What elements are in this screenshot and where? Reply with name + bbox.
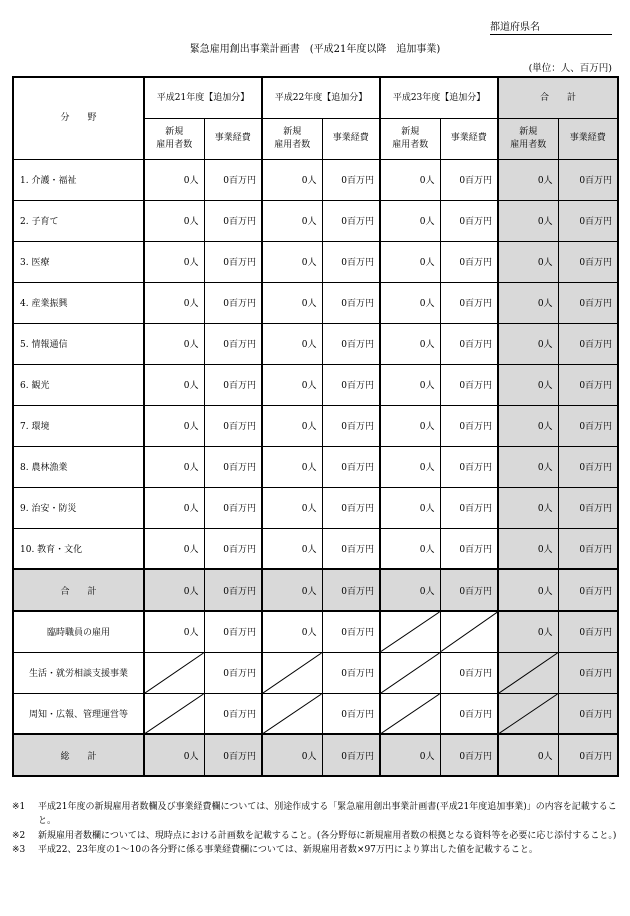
grand-total-cell: 0人 xyxy=(498,734,558,776)
value-cell: 0百万円 xyxy=(440,282,498,323)
grand-total-cell: 0百万円 xyxy=(204,734,262,776)
value-cell: 0人 xyxy=(144,159,204,200)
value-cell: 0人 xyxy=(380,487,440,528)
subtotal-cell: 0百万円 xyxy=(558,569,618,611)
header-new-hires: 新規 雇用者数 xyxy=(144,118,204,159)
note-3: ※3 平成22、23年度の1～10の各分野に係る事業経費欄については、新規雇用者数×97万円により算出した値を記載すること。 xyxy=(12,845,538,856)
value-cell: 0百万円 xyxy=(322,282,380,323)
value-cell: 0人 xyxy=(262,282,322,323)
value-cell: 0百万円 xyxy=(558,323,618,364)
header-new-hires: 新規 雇用者数 xyxy=(498,118,558,159)
field-label: 7. 環境 xyxy=(13,405,144,446)
plan-table xyxy=(12,76,619,777)
grand-total-cell: 0人 xyxy=(380,734,440,776)
value-cell: 0百万円 xyxy=(322,446,380,487)
value-cell: 0人 xyxy=(262,159,322,200)
value-cell: 0百万円 xyxy=(204,364,262,405)
subtotal-cell: 0人 xyxy=(380,569,440,611)
extra-cell: 0百万円 xyxy=(440,652,498,693)
extra-cell: 0百万円 xyxy=(204,693,262,734)
value-cell: 0百万円 xyxy=(322,200,380,241)
not-applicable-cell xyxy=(144,652,204,693)
value-cell: 0人 xyxy=(144,405,204,446)
document-title: 緊急雇用創出事業計画書 (平成21年度以降 追加事業) xyxy=(189,44,441,55)
prefecture-name-field: 都道府県名 xyxy=(490,18,612,35)
field-label: 2. 子育て xyxy=(13,200,144,241)
value-cell: 0人 xyxy=(380,241,440,282)
not-applicable-cell xyxy=(380,611,440,652)
notes xyxy=(12,800,624,858)
value-cell: 0人 xyxy=(380,446,440,487)
value-cell: 0人 xyxy=(498,405,558,446)
header-h22: 平成22年度【追加分】 xyxy=(262,77,380,118)
field-label: 4. 産業振興 xyxy=(13,282,144,323)
note-2: ※2 新規雇用者数欄については、現時点における計画数を記載すること。(各分野毎に新規雇用者数の根拠となる資料等を必要に応じ添付すること。) xyxy=(12,830,617,841)
table-row xyxy=(13,487,618,528)
extra-cell: 0人 xyxy=(262,611,322,652)
note-1: ※1 平成21年度の新規雇用者数欄及び事業経費欄については、別途作成する「緊急雇用創出事業計画書(平成21年度追加事業)」の内容を記載すること。 xyxy=(12,802,617,827)
table-row xyxy=(13,200,618,241)
value-cell: 0百万円 xyxy=(440,364,498,405)
value-cell: 0人 xyxy=(144,487,204,528)
table-row xyxy=(13,405,618,446)
value-cell: 0人 xyxy=(262,487,322,528)
header-total: 合 計 xyxy=(498,77,618,118)
unit-label: (単位：人、百万円) xyxy=(528,63,612,74)
value-cell: 0百万円 xyxy=(440,405,498,446)
header-cost: 事業経費 xyxy=(558,118,618,159)
grand-total-cell: 0百万円 xyxy=(322,734,380,776)
value-cell: 0百万円 xyxy=(204,323,262,364)
value-cell: 0人 xyxy=(262,405,322,446)
subtotal-cell: 0百万円 xyxy=(322,569,380,611)
field-label: 8. 農林漁業 xyxy=(13,446,144,487)
subtotal-cell: 0百万円 xyxy=(440,569,498,611)
value-cell: 0百万円 xyxy=(558,200,618,241)
value-cell: 0百万円 xyxy=(558,364,618,405)
value-cell: 0人 xyxy=(144,528,204,569)
value-cell: 0人 xyxy=(380,405,440,446)
value-cell: 0人 xyxy=(380,159,440,200)
value-cell: 0人 xyxy=(498,364,558,405)
value-cell: 0百万円 xyxy=(440,446,498,487)
not-applicable-cell xyxy=(498,693,558,734)
header-h23: 平成23年度【追加分】 xyxy=(380,77,498,118)
value-cell: 0人 xyxy=(380,282,440,323)
value-cell: 0人 xyxy=(380,364,440,405)
subtotal-cell: 0百万円 xyxy=(204,569,262,611)
value-cell: 0百万円 xyxy=(558,282,618,323)
value-cell: 0百万円 xyxy=(322,405,380,446)
table-row xyxy=(13,159,618,200)
field-label: 9. 治安・防災 xyxy=(13,487,144,528)
field-label: 1. 介護・福祉 xyxy=(13,159,144,200)
value-cell: 0人 xyxy=(262,323,322,364)
value-cell: 0人 xyxy=(144,364,204,405)
value-cell: 0人 xyxy=(498,241,558,282)
not-applicable-cell xyxy=(144,693,204,734)
field-label: 3. 医療 xyxy=(13,241,144,282)
value-cell: 0人 xyxy=(144,241,204,282)
extra-cell: 0百万円 xyxy=(204,611,262,652)
grand-total-cell: 0百万円 xyxy=(558,734,618,776)
extra-label-temporary-staff: 臨時職員の雇用 xyxy=(13,611,144,652)
field-label: 5. 情報通信 xyxy=(13,323,144,364)
value-cell: 0人 xyxy=(262,528,322,569)
value-cell: 0百万円 xyxy=(204,487,262,528)
value-cell: 0人 xyxy=(498,487,558,528)
table-row xyxy=(13,446,618,487)
value-cell: 0百万円 xyxy=(558,528,618,569)
subtotal-label: 合 計 xyxy=(13,569,144,611)
value-cell: 0人 xyxy=(144,200,204,241)
table-row xyxy=(13,323,618,364)
field-label: 6. 観光 xyxy=(13,364,144,405)
value-cell: 0百万円 xyxy=(558,446,618,487)
not-applicable-cell xyxy=(440,611,498,652)
value-cell: 0人 xyxy=(144,446,204,487)
value-cell: 0百万円 xyxy=(440,323,498,364)
value-cell: 0百万円 xyxy=(204,528,262,569)
table-row xyxy=(13,282,618,323)
extra-label-consultation: 生活・就労相談支援事業 xyxy=(13,652,144,693)
value-cell: 0人 xyxy=(498,282,558,323)
extra-cell: 0百万円 xyxy=(558,611,618,652)
extra-cell: 0百万円 xyxy=(440,693,498,734)
header-h21: 平成21年度【追加分】 xyxy=(144,77,262,118)
value-cell: 0人 xyxy=(498,200,558,241)
value-cell: 0百万円 xyxy=(204,282,262,323)
value-cell: 0百万円 xyxy=(204,446,262,487)
value-cell: 0人 xyxy=(380,528,440,569)
header-cost: 事業経費 xyxy=(204,118,262,159)
grand-total-label: 総 計 xyxy=(13,734,144,776)
value-cell: 0百万円 xyxy=(558,405,618,446)
value-cell: 0人 xyxy=(380,200,440,241)
not-applicable-cell xyxy=(498,652,558,693)
not-applicable-cell xyxy=(262,652,322,693)
extra-cell: 0百万円 xyxy=(204,652,262,693)
value-cell: 0百万円 xyxy=(440,487,498,528)
extra-cell: 0百万円 xyxy=(322,611,380,652)
value-cell: 0百万円 xyxy=(558,241,618,282)
extra-cell: 0百万円 xyxy=(558,652,618,693)
value-cell: 0百万円 xyxy=(440,159,498,200)
value-cell: 0百万円 xyxy=(558,159,618,200)
header-new-hires: 新規 雇用者数 xyxy=(380,118,440,159)
grand-total-cell: 0百万円 xyxy=(440,734,498,776)
subtotal-cell: 0人 xyxy=(262,569,322,611)
grand-total-cell: 0人 xyxy=(144,734,204,776)
not-applicable-cell xyxy=(262,693,322,734)
extra-cell: 0人 xyxy=(144,611,204,652)
header-cost: 事業経費 xyxy=(440,118,498,159)
extra-cell: 0百万円 xyxy=(322,693,380,734)
value-cell: 0人 xyxy=(498,323,558,364)
value-cell: 0人 xyxy=(380,323,440,364)
value-cell: 0百万円 xyxy=(322,364,380,405)
field-label: 10. 教育・文化 xyxy=(13,528,144,569)
subtotal-cell: 0人 xyxy=(498,569,558,611)
value-cell: 0人 xyxy=(262,241,322,282)
grand-total-cell: 0人 xyxy=(262,734,322,776)
value-cell: 0百万円 xyxy=(440,528,498,569)
value-cell: 0百万円 xyxy=(204,241,262,282)
value-cell: 0百万円 xyxy=(322,241,380,282)
value-cell: 0人 xyxy=(262,364,322,405)
value-cell: 0百万円 xyxy=(322,159,380,200)
value-cell: 0百万円 xyxy=(204,159,262,200)
header-field: 分 野 xyxy=(13,77,144,159)
table-row xyxy=(13,528,618,569)
header-new-hires: 新規 雇用者数 xyxy=(262,118,322,159)
value-cell: 0百万円 xyxy=(440,241,498,282)
table-row xyxy=(13,364,618,405)
extra-cell: 0百万円 xyxy=(558,693,618,734)
value-cell: 0百万円 xyxy=(322,487,380,528)
header-cost: 事業経費 xyxy=(322,118,380,159)
table-row xyxy=(13,241,618,282)
value-cell: 0人 xyxy=(144,323,204,364)
value-cell: 0百万円 xyxy=(322,528,380,569)
value-cell: 0人 xyxy=(262,446,322,487)
value-cell: 0人 xyxy=(498,159,558,200)
extra-label-publicity: 周知・広報、管理運営等 xyxy=(13,693,144,734)
extra-cell: 0人 xyxy=(498,611,558,652)
value-cell: 0百万円 xyxy=(204,200,262,241)
value-cell: 0人 xyxy=(498,446,558,487)
not-applicable-cell xyxy=(380,693,440,734)
extra-cell: 0百万円 xyxy=(322,652,380,693)
value-cell: 0百万円 xyxy=(558,487,618,528)
value-cell: 0百万円 xyxy=(322,323,380,364)
value-cell: 0百万円 xyxy=(440,200,498,241)
value-cell: 0人 xyxy=(144,282,204,323)
value-cell: 0百万円 xyxy=(204,405,262,446)
subtotal-cell: 0人 xyxy=(144,569,204,611)
not-applicable-cell xyxy=(380,652,440,693)
value-cell: 0人 xyxy=(498,528,558,569)
value-cell: 0人 xyxy=(262,200,322,241)
